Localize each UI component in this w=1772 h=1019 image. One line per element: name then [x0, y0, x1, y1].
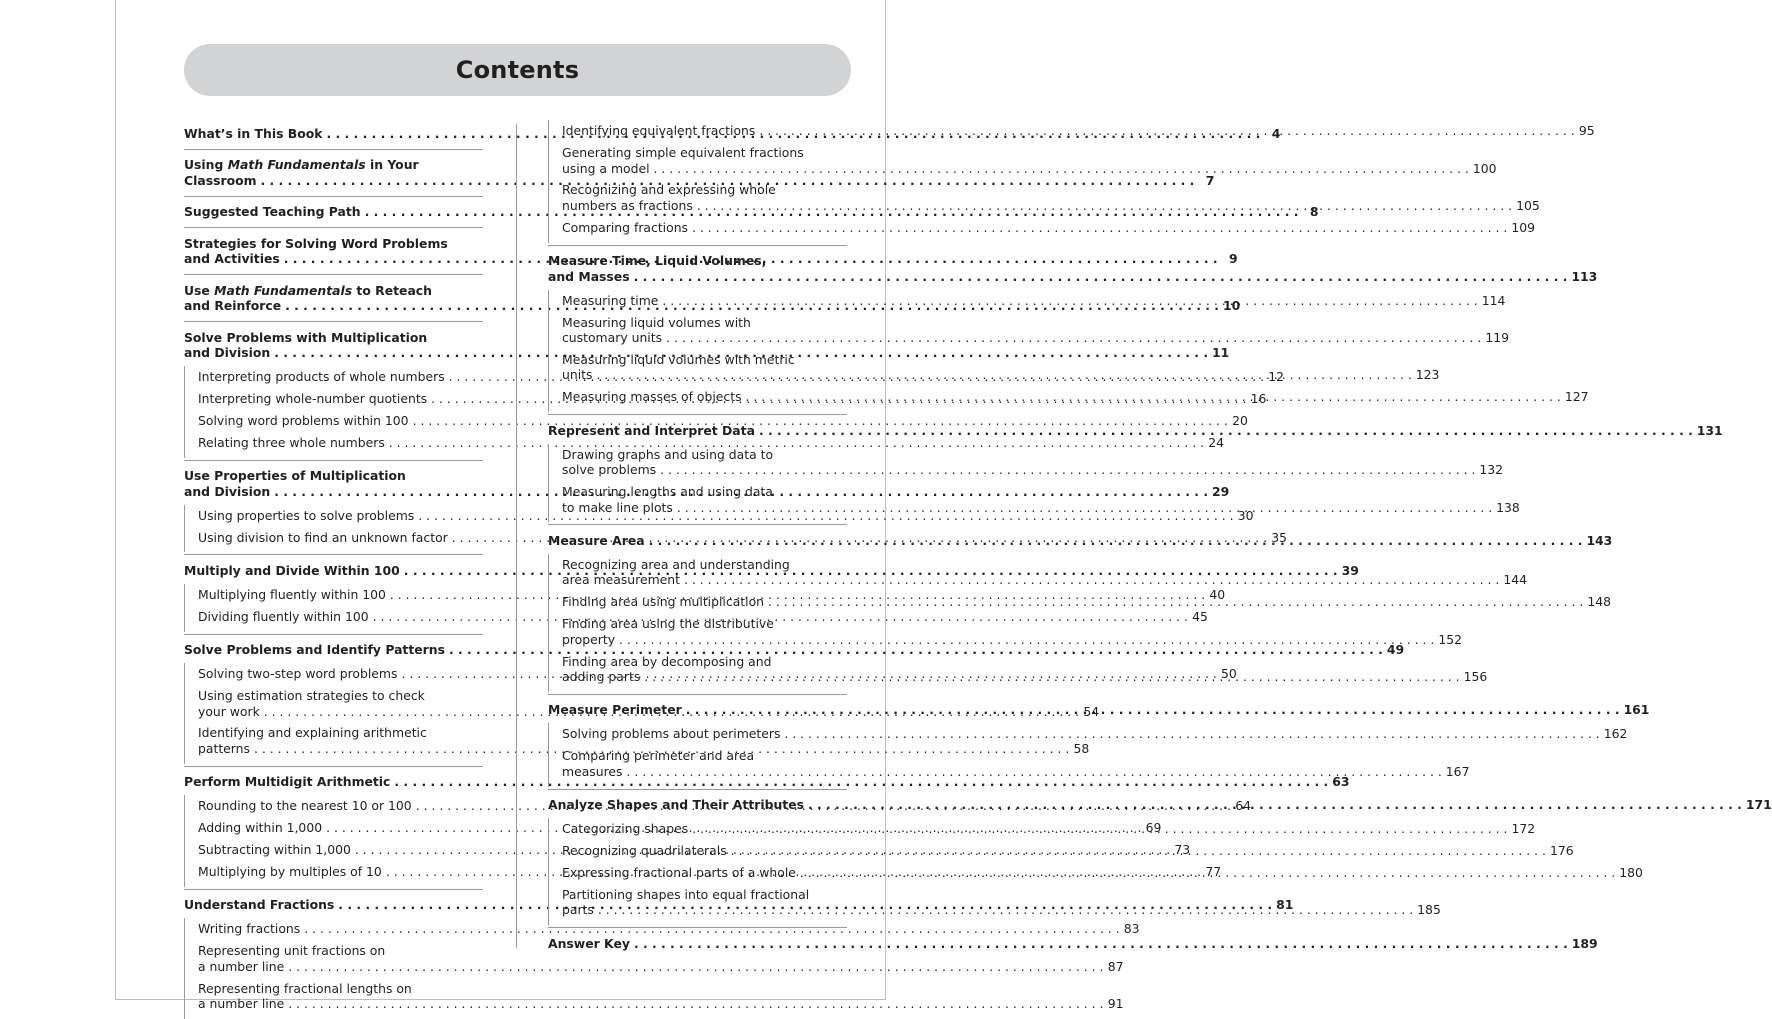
dot-leader	[660, 462, 1475, 478]
page-number: 16	[1250, 391, 1267, 407]
entry-title-line: Recognizing quadrilaterals	[562, 843, 727, 859]
entry-title-line: Categorizing shapes	[562, 821, 689, 837]
entry-title-line: Solve Problems with Multiplication	[184, 329, 428, 345]
entry-title-line: a number line	[198, 958, 285, 974]
page-number: 131	[1696, 422, 1723, 438]
entry-title-line: Answer Key	[548, 935, 630, 951]
entry-title-line: Measuring liquid volumes with	[562, 314, 751, 330]
section-separator	[184, 196, 483, 197]
toc-subsection-entry[interactable]	[185, 977, 1124, 1014]
dot-leader	[692, 821, 1507, 837]
page-number: 63	[1332, 774, 1350, 790]
entry-title-line: using a model	[562, 160, 650, 176]
page-number: 50	[1220, 666, 1237, 682]
entry-title-line: Interpreting whole-number quotients	[198, 391, 428, 407]
page-number: 35	[1271, 529, 1288, 545]
entry-title-line: Recognizing area and understanding	[562, 556, 790, 572]
entry-title-line: Using properties to solve problems	[198, 507, 415, 523]
toc-subsection-entry[interactable]	[185, 918, 1140, 940]
page-number: 176	[1549, 843, 1574, 859]
page-number: 180	[1619, 864, 1643, 880]
entry-title-line: and Reinforce	[184, 298, 282, 313]
page-number: 81	[1276, 897, 1294, 913]
toc-section-entry[interactable]	[548, 930, 1598, 957]
entry-title-line: parts	[562, 902, 594, 918]
section-separator	[184, 634, 483, 635]
toc-subsection-entry[interactable]	[549, 142, 1497, 179]
toc-subsection-entry[interactable]	[549, 120, 1595, 142]
page-number: 189	[1571, 935, 1598, 951]
page-number: 162	[1603, 726, 1628, 742]
entry-title-line: Solve Problems and Identify Patterns	[184, 642, 445, 657]
page-number: 95	[1578, 123, 1595, 139]
page-number: 114	[1481, 292, 1506, 308]
entry-title-line: Solving two-step word problems	[198, 666, 398, 682]
entry-title-line: Solving problems about perimeters	[562, 726, 781, 742]
entry-title-line: What’s in This Book	[184, 125, 323, 141]
entry-title-line: Using division to find an unknown factor	[198, 529, 448, 545]
section-separator	[548, 524, 847, 525]
page-number: 152	[1438, 631, 1462, 647]
entry-title-line: Relating three whole numbers	[198, 434, 385, 450]
dot-leader	[684, 572, 1499, 588]
dot-leader	[746, 389, 1561, 405]
page-number: 119	[1485, 330, 1510, 346]
dot-leader	[808, 797, 1742, 813]
entry-title-line: Strategies for Solving Word Problems	[184, 235, 448, 251]
page-number: 105	[1516, 197, 1540, 213]
toc-subsection-entry[interactable]	[549, 444, 1504, 481]
entry-title-line: Representing fractional lengths on	[198, 980, 412, 996]
section-separator	[184, 149, 483, 150]
dot-leader	[800, 865, 1615, 881]
entry-title-line: Measuring lengths and using data	[562, 484, 773, 500]
page-number: 113	[1571, 268, 1598, 284]
entry-title-line: area measurement	[562, 572, 681, 588]
page-number: 83	[1123, 921, 1140, 937]
toc-section-entry[interactable]	[548, 248, 1598, 290]
entry-title-line: Measuring time	[562, 292, 659, 308]
entry-title-line: Using estimation strategies to check	[198, 688, 425, 704]
page-number: 40	[1209, 586, 1226, 602]
entry-title-line: Partitioning shapes into equal fractional	[562, 886, 810, 902]
dot-leader	[666, 330, 1481, 346]
section-separator	[548, 694, 847, 695]
page-number: 29	[1212, 483, 1230, 499]
page-number: 12	[1268, 369, 1284, 385]
section-separator	[184, 227, 483, 228]
entry-title-line: Generating simple equivalent fractions	[562, 145, 804, 161]
dot-leader	[288, 996, 1103, 1012]
entry-title-line: Identifying equivalent fractions	[562, 123, 756, 139]
entry-title-line: Measuring masses of objects	[562, 389, 742, 405]
italic-title: Math Fundamentals	[227, 157, 366, 172]
page-number: 138	[1496, 499, 1520, 515]
dot-leader	[644, 669, 1459, 685]
page-number: 20	[1232, 412, 1248, 428]
entry-title-line: and Division	[184, 483, 271, 499]
entry-title-line: a number line	[198, 996, 285, 1012]
entry-title-line: and Masses	[548, 268, 630, 284]
page-number: 77	[1205, 863, 1222, 879]
toc-subsection-entry[interactable]	[549, 179, 1540, 216]
page-number: 8	[1309, 204, 1319, 219]
entry-title-line: Solving word problems within 100	[198, 412, 409, 428]
page-number: 58	[1073, 740, 1090, 756]
dot-leader	[634, 269, 1568, 285]
entry-title-line: Multiplying by multiples of 10	[198, 863, 382, 879]
entry-title-line: Interpreting products of whole numbers	[198, 369, 445, 385]
page-title: Contents	[455, 56, 580, 84]
entry-title-line: Represent and Interpret Data	[548, 422, 755, 438]
entry-title-line: and Division	[184, 345, 271, 360]
entry-title-line: Perform Multidigit Arithmetic	[184, 774, 391, 790]
dot-leader	[627, 764, 1442, 780]
section-separator	[184, 274, 483, 275]
page-number: 91	[1107, 996, 1124, 1012]
entry-title-line: Finding area by decomposing and	[562, 653, 772, 669]
dot-leader	[596, 367, 1411, 383]
entry-title-line: numbers as fractions	[562, 197, 693, 213]
dot-leader	[768, 594, 1583, 610]
entry-title-line: solve problems	[562, 462, 657, 478]
page-number: 167	[1445, 763, 1470, 779]
dot-leader	[692, 220, 1507, 236]
dot-leader	[731, 843, 1546, 859]
page-number: 30	[1237, 507, 1254, 523]
section-separator	[548, 414, 847, 415]
entry-title-line: to make line plots	[562, 499, 673, 515]
page-number: 100	[1472, 160, 1497, 176]
entry-title-line: Comparing fractions	[562, 219, 689, 235]
page-number: 54	[1083, 703, 1100, 719]
entry-title-line: Use Math Fundamentals to Reteach	[184, 282, 432, 298]
page-number: 127	[1564, 389, 1589, 405]
dot-leader	[654, 161, 1469, 177]
dot-leader	[686, 702, 1620, 718]
entry-title-line: Rounding to the nearest 10 or 100	[198, 798, 412, 814]
page-number: 11	[1212, 345, 1230, 360]
entry-title-line: Measuring liquid volumes with metric	[562, 351, 795, 367]
entry-title-line: Multiplying fluently within 100	[198, 586, 386, 602]
page-number: 73	[1174, 842, 1191, 858]
entry-title-line: Identifying and explaining arithmetic	[198, 725, 427, 741]
page-number: 4	[1271, 125, 1281, 141]
page-number: 171	[1745, 797, 1772, 812]
entry-title-line: Analyze Shapes and Their Attributes	[548, 797, 804, 812]
entry-title-line: Measure Time, Liquid Volumes,	[548, 253, 767, 268]
dot-leader	[759, 423, 1693, 439]
section-separator	[184, 460, 483, 461]
page-number: 185	[1417, 902, 1441, 918]
entry-title-line: property	[562, 631, 616, 647]
page-number: 64	[1235, 798, 1251, 814]
page-number: 109	[1511, 219, 1535, 235]
entry-title-line: Multiply and Divide Within 100	[184, 562, 400, 578]
entry-title-line: measures	[562, 763, 623, 779]
page-number: 45	[1192, 608, 1208, 624]
page-number: 144	[1503, 572, 1527, 588]
dot-leader	[288, 959, 1103, 975]
page-number: 24	[1208, 434, 1225, 450]
entry-title-line: Subtracting within 1,000	[198, 842, 351, 858]
entry-title-line: Using Math Fundamentals in Your	[184, 157, 419, 172]
dot-leader	[634, 936, 1568, 952]
entry-title-line: patterns	[198, 740, 250, 756]
entry-title-line: Finding area using multiplication	[562, 594, 765, 610]
page-number: 143	[1586, 532, 1613, 548]
page-number: 39	[1341, 562, 1359, 578]
entry-title-line: Writing fractions	[198, 921, 301, 937]
page-number: 156	[1463, 669, 1488, 685]
toc-subsection-entry[interactable]	[549, 723, 1628, 745]
page-number: 7	[1205, 172, 1215, 188]
page-number: 172	[1511, 821, 1536, 837]
dot-leader	[697, 198, 1512, 214]
entry-title-line: adding parts	[562, 669, 641, 685]
dot-leader	[784, 726, 1599, 742]
entry-title-line: Suggested Teaching Path	[184, 204, 361, 219]
section-separator	[548, 245, 847, 246]
section-separator	[548, 927, 847, 928]
toc-subsection-entry[interactable]	[549, 217, 1535, 239]
page-number: 9	[1228, 251, 1238, 266]
entry-title-line: Recognizing and expressing whole	[562, 182, 776, 198]
section-separator	[548, 789, 847, 790]
dot-leader	[649, 533, 1583, 549]
page-number: 87	[1107, 958, 1124, 974]
dot-leader	[598, 902, 1413, 918]
page-number: 132	[1479, 462, 1504, 478]
page-number: 10	[1222, 298, 1241, 313]
entry-title-line: customary units	[562, 330, 663, 346]
entry-title-line: Representing unit fractions on	[198, 943, 386, 959]
entry-title-line: and Activities	[184, 251, 280, 266]
toc-subsection-group	[548, 120, 1595, 243]
dot-leader	[677, 500, 1492, 516]
section-separator	[184, 889, 483, 890]
page-number: 49	[1386, 642, 1405, 657]
page-number: 148	[1587, 594, 1611, 610]
entry-title-line: Understand Fractions	[184, 897, 335, 913]
entry-title-line: Adding within 1,000	[198, 820, 323, 836]
entry-title-line: Expressing fractional parts of a whole	[562, 864, 796, 880]
dot-leader	[619, 632, 1434, 648]
page-number: 161	[1623, 702, 1650, 718]
entry-title-line: Finding area using the distributive	[562, 616, 774, 632]
page-number: 69	[1145, 820, 1162, 836]
toc-subsection-entry[interactable]	[549, 311, 1510, 348]
entry-title-line: Use Properties of Multiplication	[184, 468, 406, 483]
entry-title-line: Measure Area	[548, 532, 645, 548]
entry-title-line: units	[562, 367, 593, 383]
entry-title-line: Dividing fluently within 100	[198, 608, 369, 624]
dot-leader	[662, 293, 1477, 309]
entry-title-line: Measure Perimeter	[548, 702, 682, 718]
entry-title-line: Comparing perimeter and area	[562, 748, 755, 764]
section-separator	[184, 321, 483, 322]
page-number: 123	[1415, 367, 1440, 383]
section-separator	[184, 766, 483, 767]
contents-title-bar	[184, 44, 851, 96]
entry-title-line: your work	[198, 703, 260, 719]
column-divider	[516, 124, 517, 948]
section-separator	[184, 554, 483, 555]
dot-leader	[759, 123, 1574, 139]
italic-title: Math Fundamentals	[214, 282, 353, 298]
entry-title-line: Classroom	[184, 172, 257, 188]
entry-title-line: Drawing graphs and using data to	[562, 446, 774, 462]
